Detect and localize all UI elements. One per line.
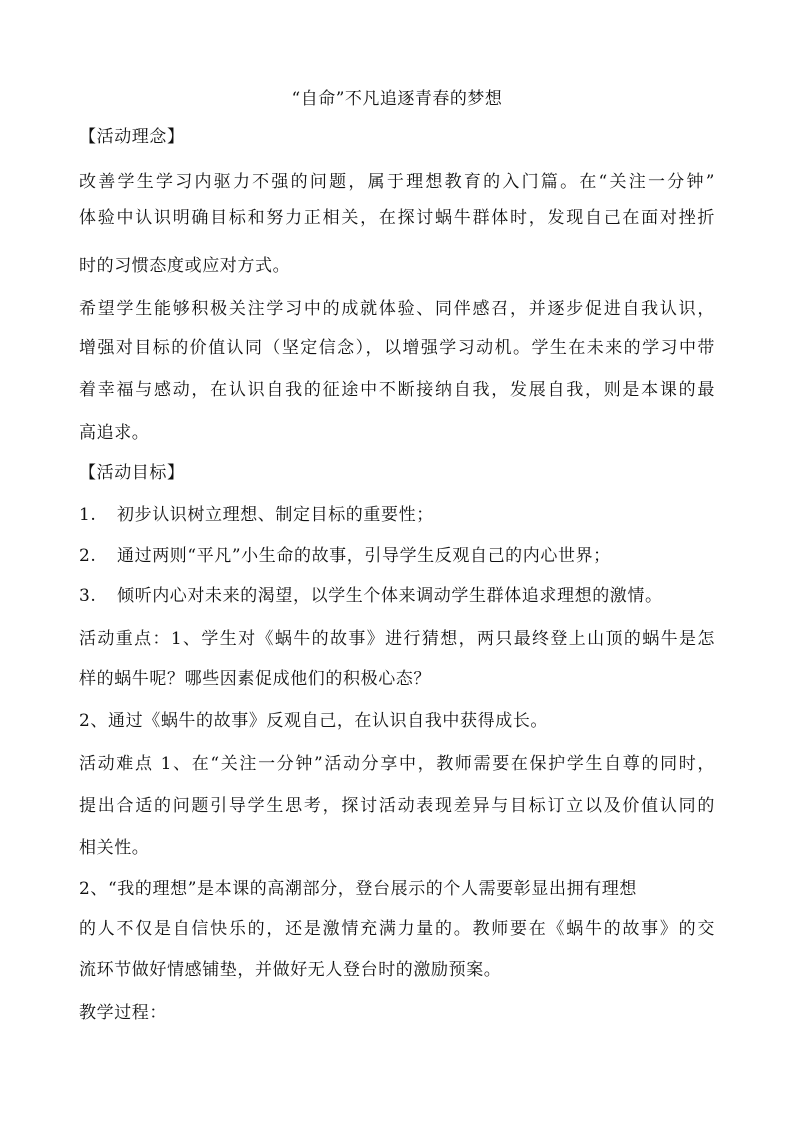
paragraph-line: 提出合适的问题引导学生思考，探讨活动表现差异与目标订立以及价值认同的 (79, 796, 715, 816)
paragraph-line: 2、“我的理想”是本课的高潮部分，登台展示的个人需要彰显出拥有理想 (79, 879, 637, 899)
goal-text: 初步认识树立理想、制定目标的重要性； (117, 505, 434, 525)
goal-number: 1. (79, 505, 97, 525)
goal-item (79, 500, 434, 530)
paragraph-line: 样的蜗牛呢？哪些因素促成他们的积极心态？ (79, 669, 431, 689)
section-heading-goals: 【活动目标】 (79, 463, 185, 483)
paragraph-line: 希望学生能够积极关注学习中的成就体验、同伴感召，并逐步促进自我认识， (79, 299, 715, 319)
goal-text: 倾听内心对未来的渴望，以学生个体来调动学生群体追求理想的激情。 (117, 586, 663, 606)
paragraph-line: 高追求。 (79, 423, 150, 443)
paragraph-line: 流环节做好情感铺垫，并做好无人登台时的激励预案。 (79, 960, 502, 980)
goal-item (79, 541, 611, 571)
paragraph-line: 活动重点：1、学生对《蜗牛的故事》进行猜想，两只最终登上山顶的蜗牛是怎 (79, 629, 715, 649)
paragraph-line: 活动难点 1、在“关注一分钟”活动分享中，教师需要在保护学生自尊的同时， (79, 754, 715, 774)
paragraph-line: 增强对目标的价值认同（坚定信念），以增强学习动机。学生在未来的学习中带 (79, 338, 715, 358)
goal-number: 3. (79, 586, 97, 606)
paragraph-line: 的人不仅是自信快乐的，还是激情充满力量的。教师要在《蜗牛的故事》的交 (79, 919, 715, 939)
paragraph-line: 2、通过《蜗牛的故事》反观自己，在认识自我中获得成长。 (79, 711, 549, 731)
paragraph-line: 改善学生学习内驱力不强的问题，属于理想教育的入门篇。在“关注一分钟” (79, 172, 715, 192)
paragraph-line: 教学过程： (79, 1003, 167, 1023)
goal-number: 2. (79, 546, 97, 566)
goal-text: 通过两则“平凡”小生命的故事，引导学生反观自己的内心世界； (117, 546, 611, 566)
paragraph-line: 着幸福与感动，在认识自我的征途中不断接纳自我，发展自我，则是本课的最 (79, 380, 715, 400)
paragraph-line: 时的习惯态度或应对方式。 (79, 256, 291, 276)
goal-item (79, 581, 663, 611)
section-heading-concept: 【活动理念】 (79, 127, 185, 147)
paragraph-line: 相关性。 (79, 838, 150, 858)
document-title: “自命”不凡追逐青春的梦想 (291, 89, 503, 109)
paragraph-line: 体验中认识明确目标和努力正相关，在探讨蜗牛群体时，发现自己在面对挫折 (79, 208, 715, 228)
